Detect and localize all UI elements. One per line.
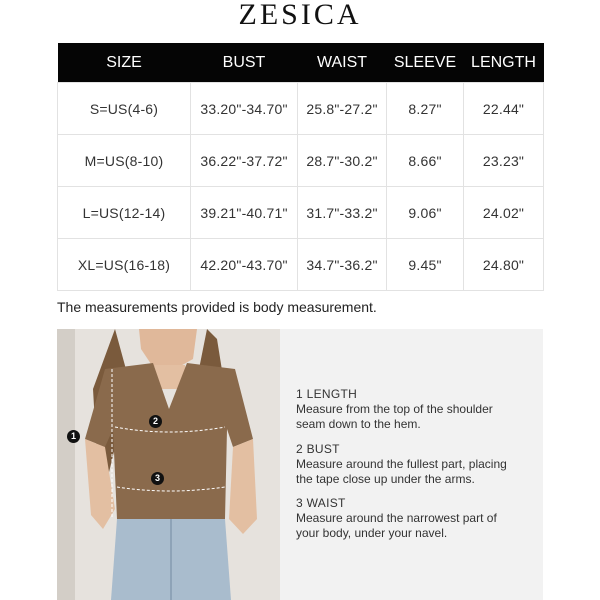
cell-waist: 34.7"-36.2" [298, 239, 387, 291]
waist-marker: 3 [151, 472, 164, 485]
cell-length: 23.23" [464, 135, 544, 187]
bust-title: 2 BUST [296, 442, 340, 456]
model-photo [57, 329, 280, 600]
bust-desc-line: the tape close up under the arms. [296, 472, 475, 486]
measurement-guide [280, 329, 543, 600]
length-desc-line: Measure from the top of the shoulder [296, 402, 493, 416]
waist-desc-line: your body, under your navel. [296, 526, 448, 540]
cell-waist: 28.7"-30.2" [298, 135, 387, 187]
length-title: 1 LENGTH [296, 387, 358, 401]
waist-guide [296, 496, 497, 541]
cell-size: S=US(4-6) [58, 83, 191, 135]
cell-sleeve: 9.45" [387, 239, 464, 291]
header-size: SIZE [58, 43, 191, 83]
length-marker: 1 [67, 430, 80, 443]
cell-waist: 25.8"-27.2" [298, 83, 387, 135]
cell-length: 22.44" [464, 83, 544, 135]
model-illustration [57, 329, 280, 600]
cell-bust: 33.20"-34.70" [191, 83, 298, 135]
bust-marker: 2 [149, 415, 162, 428]
cell-waist: 31.7"-33.2" [298, 187, 387, 239]
table-row [58, 83, 544, 135]
cell-sleeve: 9.06" [387, 187, 464, 239]
cell-bust: 39.21"-40.71" [191, 187, 298, 239]
table-row [58, 187, 544, 239]
photo-wall-edge [57, 329, 75, 600]
table-row [58, 135, 544, 187]
table-row [58, 239, 544, 291]
cell-size: XL=US(16-18) [58, 239, 191, 291]
cell-sleeve: 8.27" [387, 83, 464, 135]
header-bust: BUST [191, 43, 298, 83]
header-length: LENGTH [464, 43, 544, 83]
size-chart-table [57, 43, 544, 291]
brand-logo: ZESICA [238, 0, 362, 31]
cell-length: 24.02" [464, 187, 544, 239]
cell-sleeve: 8.66" [387, 135, 464, 187]
cell-size: L=US(12-14) [58, 187, 191, 239]
measurement-note: The measurements provided is body measurement. [57, 299, 377, 315]
bust-guide [296, 442, 507, 487]
right-arm [229, 439, 257, 534]
waist-desc-line: Measure around the narrowest part of [296, 511, 497, 525]
waist-title: 3 WAIST [296, 496, 346, 510]
cell-bust: 42.20"-43.70" [191, 239, 298, 291]
cell-size: M=US(8-10) [58, 135, 191, 187]
length-desc-line: seam down to the hem. [296, 417, 421, 431]
header-sleeve: SLEEVE [387, 43, 464, 83]
header-waist: WAIST [298, 43, 387, 83]
bust-desc-line: Measure around the fullest part, placing [296, 457, 507, 471]
cell-bust: 36.22"-37.72" [191, 135, 298, 187]
length-guide [296, 387, 493, 432]
size-chart-header-row [58, 43, 544, 83]
cell-length: 24.80" [464, 239, 544, 291]
